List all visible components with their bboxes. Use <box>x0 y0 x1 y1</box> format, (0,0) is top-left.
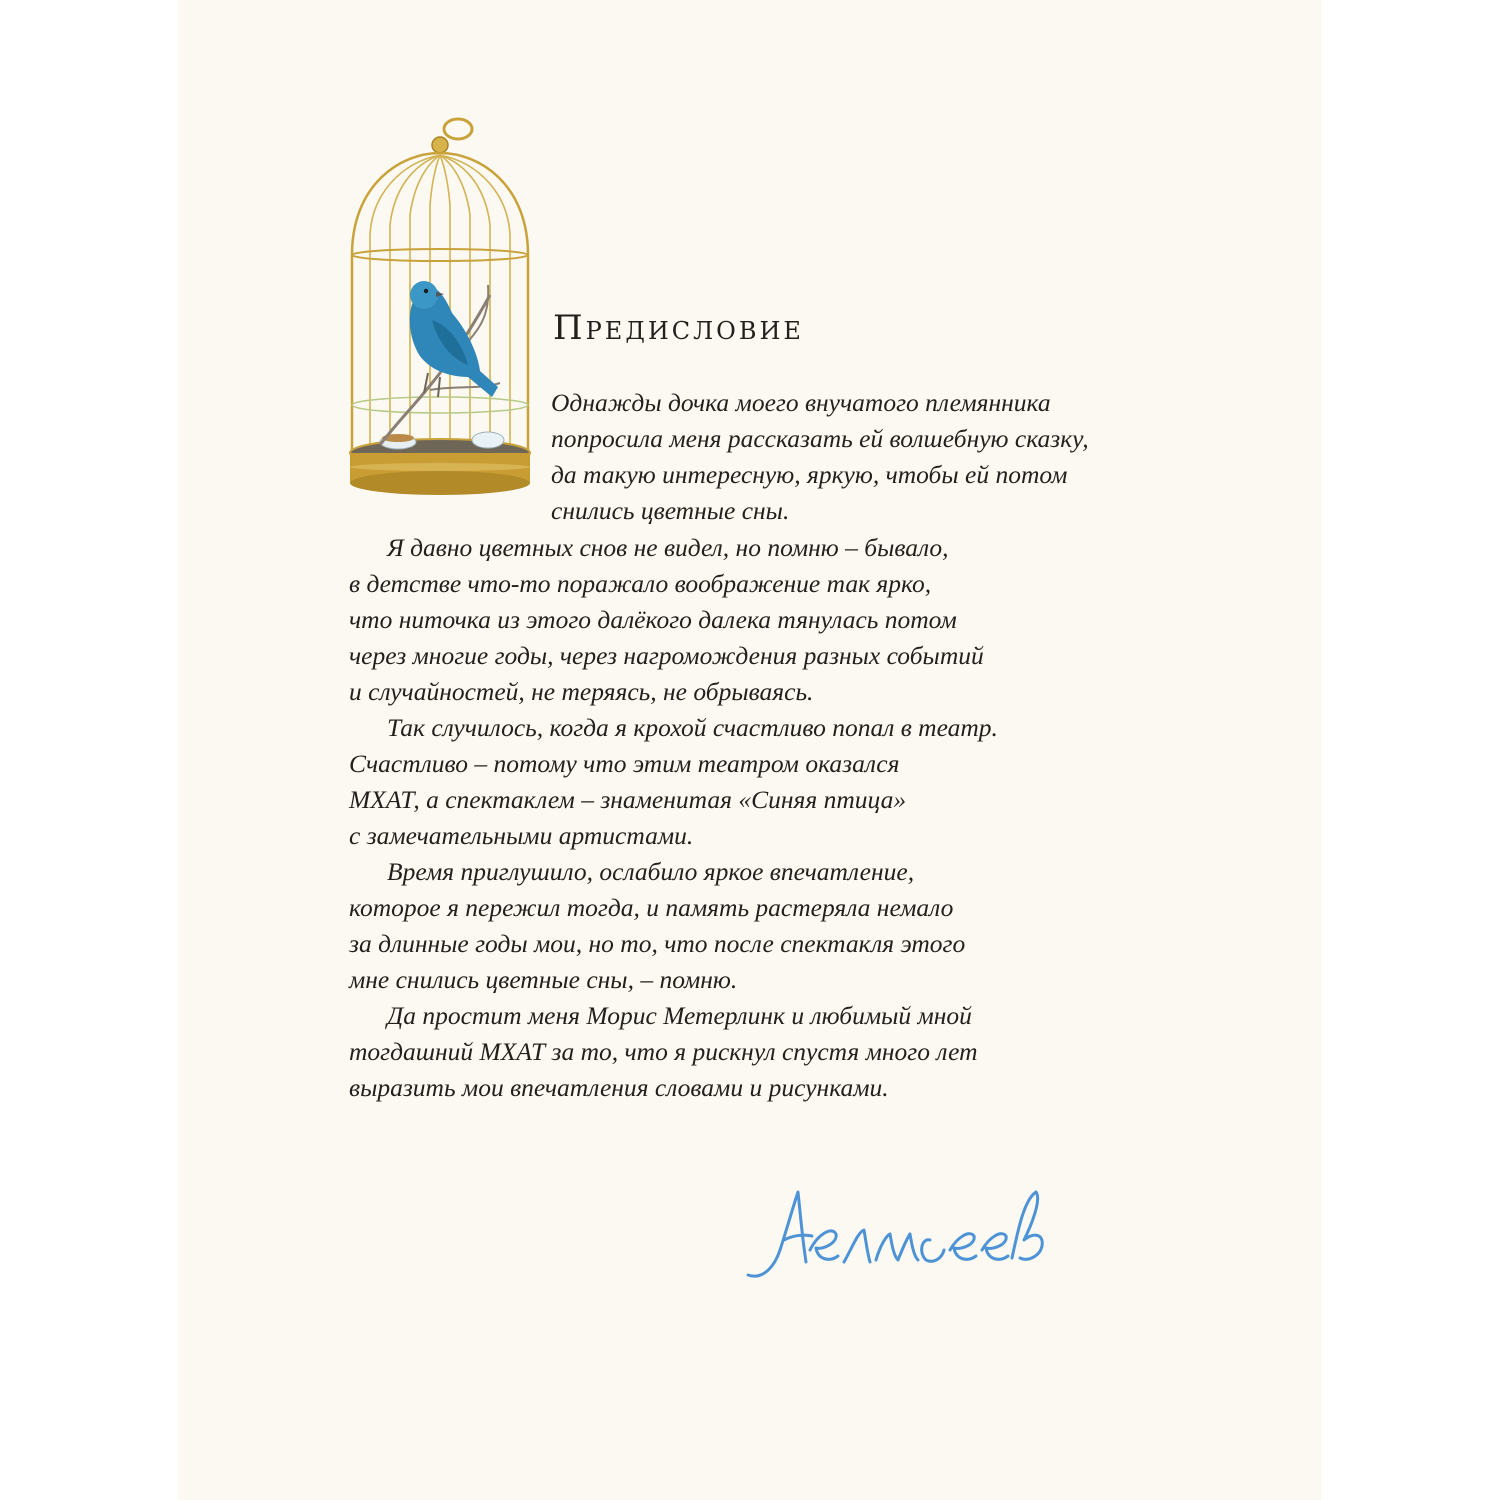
intro-line: попросила меня рассказать ей волшебную сказку, <box>551 424 1089 453</box>
body-line: тогдашний МХАТ за то, что я рискнул спустя много лет <box>349 1037 978 1066</box>
body-line: мне снились цветные сны, – помню. <box>349 965 738 994</box>
body-line: через многие годы, через нагромождения разных событий <box>349 641 984 670</box>
page-title: Предисловие <box>553 308 804 348</box>
body-line: Я давно цветных снов не видел, но помню – бывало, <box>387 533 949 562</box>
author-signature <box>740 1170 1080 1290</box>
intro-line: снились цветные сны. <box>551 496 790 525</box>
body-line: которое я пережил тогда, и память растеряла немало <box>349 893 954 922</box>
blue-bird-icon <box>410 281 498 397</box>
body-line: за длинные годы мои, но то, что после спектакля этого <box>349 929 966 958</box>
body-line: в детстве что-то поражало воображение так ярко, <box>349 569 932 598</box>
body-line: с замечательными артистами. <box>349 821 694 850</box>
body-line: выразить мои впечатления словами и рисунками. <box>349 1073 889 1102</box>
body-line: Так случилось, когда я крохой счастливо попал в театр. <box>387 713 998 742</box>
body-line: и случайностей, не теряясь, не обрываясь. <box>349 677 814 706</box>
body-line: Время приглушило, ослабило яркое впечатление, <box>387 857 915 886</box>
bird-cage-illustration <box>340 115 540 505</box>
foreword-body <box>349 530 998 1106</box>
body-line: МХАТ, а спектаклем – знаменитая «Синяя птица» <box>349 785 907 814</box>
body-line: Счастливо – потому что этим театром оказался <box>349 749 900 778</box>
intro-line: да такую интересную, яркую, чтобы ей потом <box>551 460 1068 489</box>
intro-paragraph <box>551 385 1089 529</box>
body-line: что ниточка из этого далёкого далека тянулась потом <box>349 605 957 634</box>
intro-line: Однажды дочка моего внучатого племянника <box>551 388 1051 417</box>
body-line: Да простит меня Морис Метерлинк и любимый мной <box>387 1001 972 1030</box>
